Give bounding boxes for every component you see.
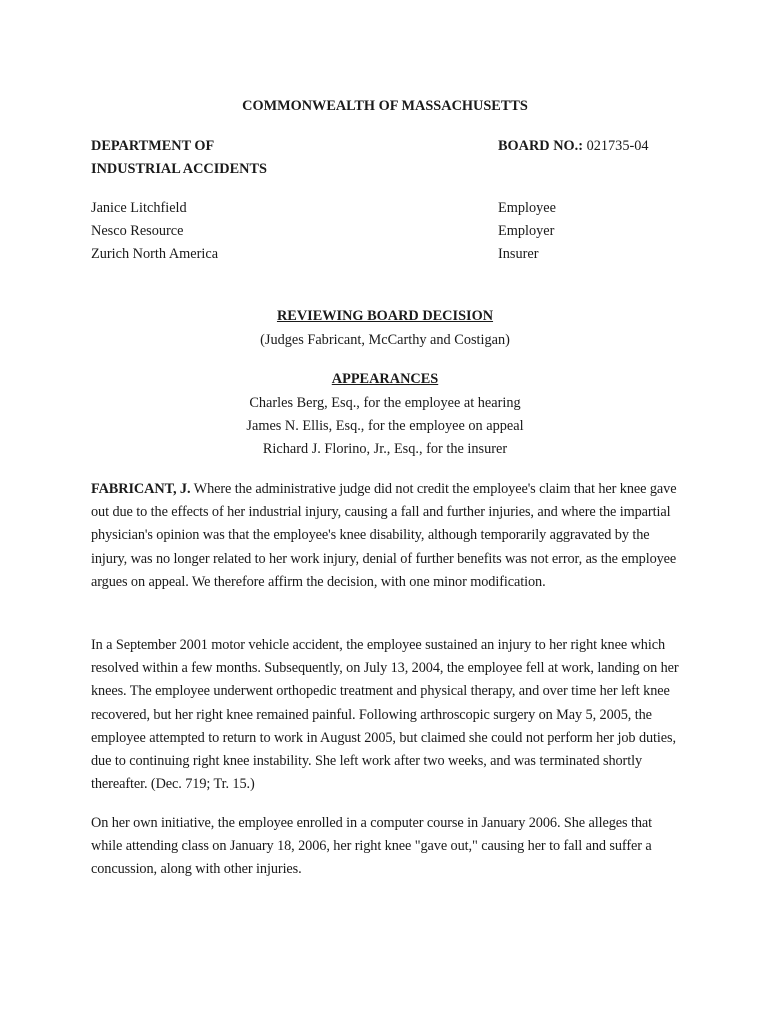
party-role-insurer: Insurer (498, 246, 539, 262)
department-line-2: INDUSTRIAL ACCIDENTS (91, 161, 267, 177)
board-number-line (498, 138, 649, 155)
appearance-line: Richard J. Florino, Jr., Esq., for the insurer (262, 441, 508, 457)
appearances-title: APPEARANCES (331, 371, 439, 387)
judges-line: (Judges Fabricant, McCarthy and Costigan) (260, 332, 510, 348)
appearance-line: Charles Berg, Esq., for the employee at hearing (249, 395, 521, 411)
body-paragraph-2: In a September 2001 motor vehicle accident, the employee sustained an injury to her right knee which resolved within a few months. Subsequently, on July 13, 2004, the employee fell at work, landing on her knees. The employee underwent orthopedic treatment and physical therapy, and over time her left knee recovered, but her right knee remained painful. Following arthroscopic surgery on May 5, 2005, the employee attempted to return to work in August 2005, but claimed she could not perform her job duties, due to continuing right knee instability. She left work after two weeks, and was terminated shortly thereafter. (Dec. 719; Tr. 15.) (91, 637, 679, 793)
party-name-employee: Janice Litchfield (91, 200, 187, 216)
body-paragraph-1 (91, 478, 679, 594)
paragraph-text: Where the administrative judge did not credit the employee's claim that her knee gave out due to the effects of her industrial injury, causing a fall and further injuries, and where the impartial physician's opinion was that the employee's knee disability, although temporarily aggravated by the injury, was no longer related to her work injury, denial of further benefits was not error, as the employee argues on appeal. We therefore affirm the decision, with one minor modification. (91, 481, 677, 590)
party-name-employer: Nesco Resource (91, 223, 184, 239)
board-number-value: 021735-04 (586, 138, 649, 154)
department-line-1: DEPARTMENT OF (91, 138, 215, 154)
decision-title: REVIEWING BOARD DECISION (276, 308, 494, 324)
board-number-label: BOARD NO.: (498, 138, 583, 154)
commonwealth-heading: COMMONWEALTH OF MASSACHUSETTS (242, 98, 528, 114)
body-paragraph-3: On her own initiative, the employee enrolled in a computer course in January 2006. She alleges that while attending class on January 18, 2006, her right knee "gave out," causing her to fall and suffer a concussion, along with other injuries. (91, 815, 653, 878)
judge-author-lead: FABRICANT, J. (91, 481, 191, 497)
party-name-insurer: Zurich North America (91, 246, 219, 262)
party-role-employer: Employer (498, 223, 555, 239)
appearance-line: James N. Ellis, Esq., for the employee on appeal (246, 418, 524, 434)
party-role-employee: Employee (498, 200, 556, 216)
